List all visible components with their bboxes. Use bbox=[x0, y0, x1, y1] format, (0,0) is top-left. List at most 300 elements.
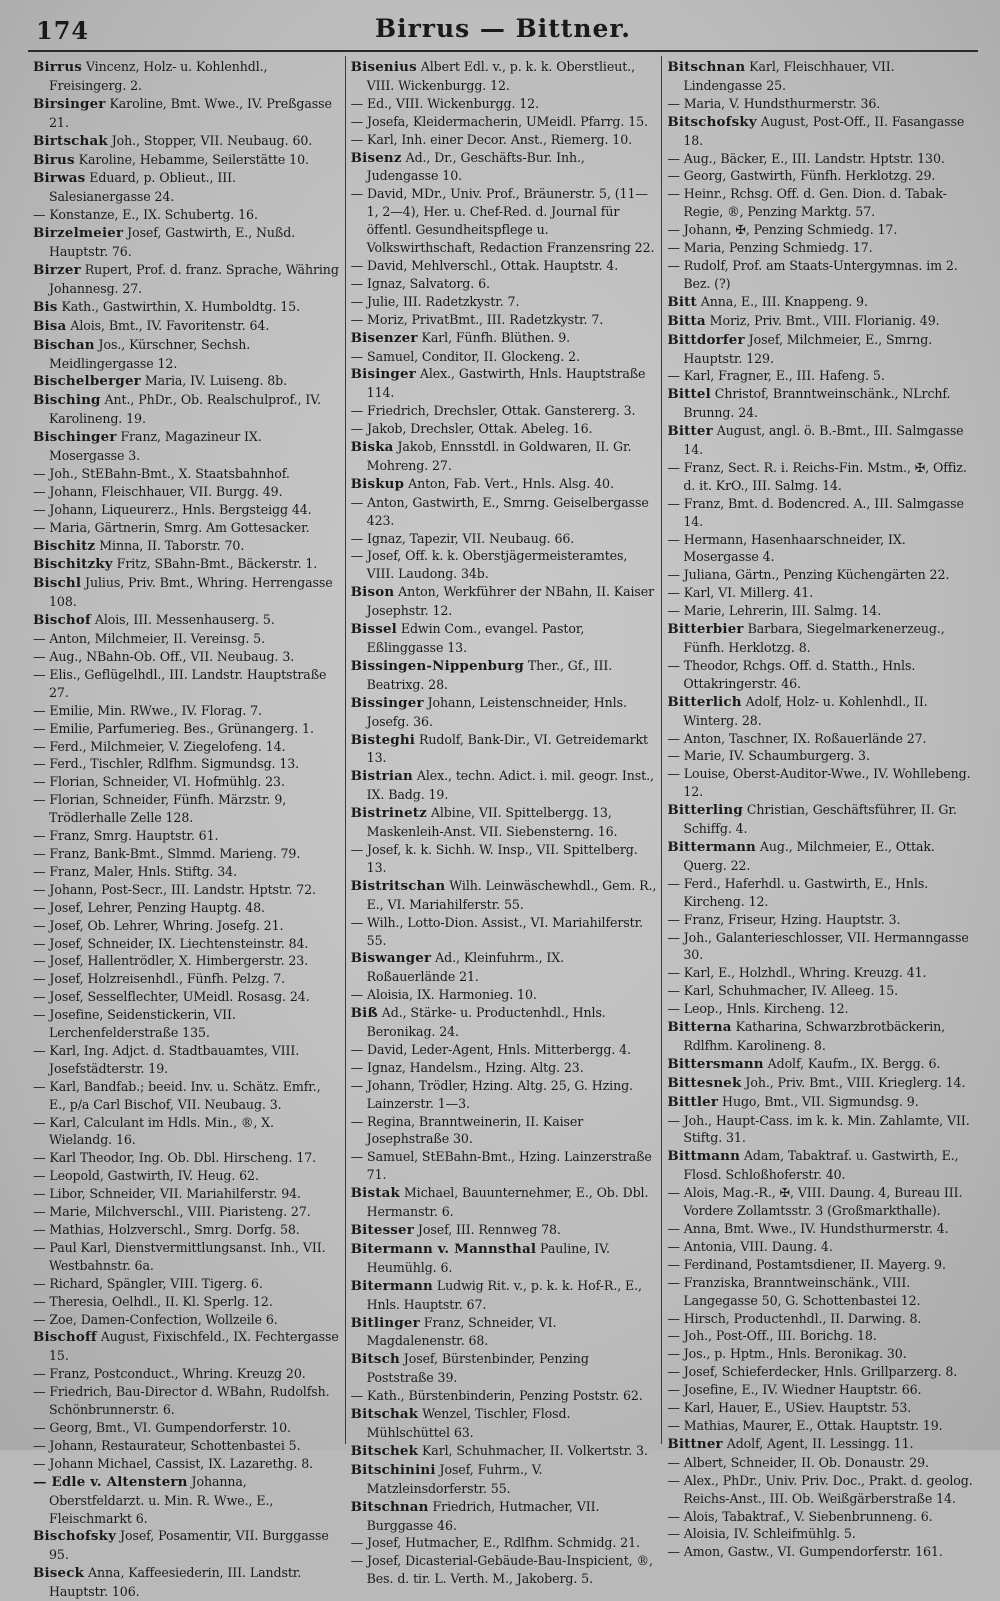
entry-details: Pauline, IV. Heumühlg. 6. bbox=[366, 1240, 610, 1275]
entry-surname: Bischofsky bbox=[33, 1528, 117, 1545]
entry-details: — David, Mehlverschl., Ottak. Hauptstr. 4. bbox=[350, 257, 619, 273]
entry-details: — Emilie, Min. RWwe., IV. Florag. 7. bbox=[33, 702, 262, 718]
entry-surname: Bissingen-Nippenburg bbox=[350, 657, 524, 674]
directory-entry bbox=[33, 1221, 340, 1239]
entry-details: — Karl, E., Holzhdl., Whring. Kreuzg. 41. bbox=[667, 965, 927, 981]
entry-details: Albert Edl. v., p. k. k. Oberstlieut., VIII. Wickenburgg. 12. bbox=[366, 59, 635, 93]
entry-details: — Alex., PhDr., Univ. Priv. Doc., Prakt. d. geolog. Reichs-Anst., III. Ob. Weißgärberstraße 14. bbox=[667, 1472, 973, 1506]
entry-surname: Bisinger bbox=[350, 366, 416, 383]
entry-details: — Aug., NBahn-Ob. Off., VII. Neubaug. 3. bbox=[33, 649, 295, 664]
entry-details: — Maria, V. Hundsthurmerstr. 36. bbox=[667, 95, 881, 111]
entry-details: — Ferd., Haferhdl. u. Gastwirth, E., Hnls. Kircheng. 12. bbox=[667, 875, 929, 909]
entry-surname: Bittesnek bbox=[667, 1074, 742, 1091]
entry-surname: Bischitz bbox=[33, 537, 96, 554]
entry-surname: Birzer bbox=[33, 261, 81, 278]
directory-entry bbox=[33, 261, 340, 298]
entry-details: Friedrich, Hutmacher, VII. Burggasse 46. bbox=[366, 1498, 600, 1533]
entry-details: — Johann, Trödler, Hzing. Altg. 25, G. Hzing. Lainzerstr. 1—3. bbox=[350, 1077, 633, 1111]
entry-details: — Hermann, Hasenhaarschneider, IX. Mosergasse 4. bbox=[667, 531, 906, 565]
entry-details: — Maria, Penzing Schmiedg. 17. bbox=[667, 240, 873, 256]
directory-entry bbox=[351, 438, 657, 475]
directory-entry bbox=[351, 1184, 657, 1221]
entry-surname: Bissinger bbox=[350, 694, 424, 711]
directory-entry bbox=[667, 293, 973, 312]
entry-surname: Bitt bbox=[667, 293, 697, 310]
directory-entry bbox=[351, 1498, 657, 1535]
entry-details: — Franz, Postconduct., Whring. Kreuzg 20. bbox=[33, 1366, 306, 1382]
entry-surname: Bitschnan bbox=[350, 1498, 429, 1515]
entry-surname: Bitterbier bbox=[667, 621, 744, 638]
entry-surname: Bisenzer bbox=[350, 329, 418, 346]
directory-entry bbox=[33, 899, 340, 917]
entry-details: Barbara, Siegelmarkenerzeug., Fünfh. Herklotzg. 8. bbox=[683, 621, 945, 655]
entry-surname: Bitterlich bbox=[667, 693, 742, 710]
directory-entry bbox=[33, 1006, 340, 1042]
directory-entry bbox=[667, 1525, 973, 1543]
directory-entry bbox=[33, 1328, 340, 1365]
entry-details: — Theresia, Oelhdl., II. Kl. Sperlg. 12. bbox=[33, 1293, 273, 1309]
directory-entry bbox=[351, 95, 657, 113]
directory-entry bbox=[667, 1327, 973, 1345]
directory-entry bbox=[351, 1442, 657, 1461]
entry-details: Josef, Fuhrm., V. Matzleinsdorferstr. 55. bbox=[366, 1461, 543, 1496]
entry-details: Albine, VII. Spittelbergg. 13, Maskenleih-Anst. VII. Siebensterng. 16. bbox=[366, 805, 618, 840]
entry-surname: Bischl bbox=[33, 575, 82, 592]
entry-details: — Josef, Schieferdecker, Hnls. Grillparzerg. 8. bbox=[667, 1364, 958, 1380]
directory-entry bbox=[33, 298, 340, 317]
entry-details: — Alois, Tabaktraf., V. Siebenbrunneng. 6. bbox=[667, 1508, 933, 1524]
directory-entry bbox=[667, 1543, 973, 1561]
entry-details: — Johann, Post-Secr., III. Landstr. Hptstr. 72. bbox=[33, 881, 316, 897]
directory-entry bbox=[351, 1534, 657, 1552]
entry-details: — Anton, Milchmeier, II. Vereinsg. 5. bbox=[33, 631, 266, 647]
entry-surname: Bittler bbox=[667, 1093, 719, 1110]
entry-details: — Aug., Bäcker, E., III. Landstr. Hptstr. 130. bbox=[667, 150, 945, 166]
directory-entry bbox=[33, 483, 340, 501]
entry-surname: Bitlinger bbox=[350, 1314, 420, 1331]
entry-details: — Joh., StEBahn-Bmt., X. Staatsbahnhof. bbox=[33, 465, 290, 481]
entry-details: — Juliana, Gärtn., Penzing Küchengärten 22. bbox=[667, 567, 950, 583]
entry-details: Edwin Com., evangel. Pastor, Eßlinggasse 13. bbox=[366, 621, 585, 655]
entry-details: — Joh., Haupt-Cass. im k. k. Min. Zahlamte, VII. Stiftg. 31. bbox=[667, 1112, 970, 1146]
entry-details: — Karl, Bandfab.; beeid. Inv. u. Schätz. Emfr., E., p/a Carl Bischof, VII. Neubaug. 3. bbox=[33, 1078, 321, 1112]
directory-entry bbox=[351, 804, 657, 841]
entry-surname: Bistrian bbox=[350, 768, 413, 785]
entry-details: — Franz, Maler, Hnls. Stiftg. 34. bbox=[33, 863, 237, 879]
entry-details: Adam, Tabaktraf. u. Gastwirth, E., Flosd. Schloßhoferstr. 40. bbox=[683, 1148, 959, 1183]
entry-details: Karl, Fleischhauer, VII. Lindengasse 25. bbox=[683, 59, 895, 93]
directory-entry bbox=[667, 239, 973, 257]
entry-surname: Birsinger bbox=[33, 95, 106, 112]
entry-details: — Franziska, Branntweinschänk., VIII. Langegasse 50, G. Schottenbastei 12. bbox=[667, 1274, 921, 1308]
entry-surname: Bischitzky bbox=[33, 556, 113, 573]
column-right bbox=[661, 56, 978, 1560]
directory-entry bbox=[667, 1184, 973, 1220]
directory-entry bbox=[667, 1345, 973, 1363]
entry-details: — Jos., p. Hptm., Hnls. Beronikag. 30. bbox=[667, 1346, 907, 1362]
entry-surname: Bitschofsky bbox=[667, 113, 757, 130]
entry-surname: Bisteghi bbox=[350, 731, 416, 748]
entry-surname: Bitermann v. Mannsthal bbox=[350, 1240, 537, 1257]
entry-surname: Birzelmeier bbox=[33, 225, 124, 242]
directory-entry bbox=[33, 773, 340, 791]
directory-entry bbox=[351, 113, 657, 131]
entry-surname: Bitterling bbox=[667, 802, 743, 819]
directory-entry bbox=[667, 838, 973, 875]
entry-details: — Josef, Lehrer, Penzing Hauptg. 48. bbox=[33, 899, 265, 915]
directory-entry bbox=[33, 1078, 340, 1114]
directory-entry bbox=[351, 877, 657, 914]
directory-entry bbox=[351, 149, 657, 186]
entry-details: Johann, Leistenschneider, Hnls. Josefg. 36. bbox=[366, 694, 627, 729]
directory-entry bbox=[667, 602, 973, 620]
entry-details: Ant., PhDr., Ob. Realschulprof., IV. Karolineng. 19. bbox=[49, 392, 321, 427]
column-middle bbox=[345, 56, 662, 1587]
directory-entry bbox=[667, 1363, 973, 1381]
entry-details: — Franz, Smrg. Hauptstr. 61. bbox=[33, 828, 219, 844]
entry-details: — Regina, Branntweinerin, II. Kaiser Josephstraße 30. bbox=[350, 1113, 584, 1147]
entry-details: — Ignaz, Tapezir, VII. Neubaug. 66. bbox=[350, 530, 575, 546]
directory-entry bbox=[33, 206, 340, 224]
directory-entry bbox=[33, 630, 340, 648]
directory-entry bbox=[667, 257, 973, 293]
directory-entry bbox=[667, 113, 973, 150]
entry-surname: Bissel bbox=[350, 621, 397, 638]
entry-details: Anton, Werkführer der NBahn, II. Kaiser Josephstr. 12. bbox=[366, 584, 655, 619]
entry-details: — Julie, III. Radetzkystr. 7. bbox=[350, 293, 520, 309]
entry-details: — Aloisia, IX. Harmonieg. 10. bbox=[350, 987, 537, 1003]
entry-details: Rudolf, Bank-Dir., VI. Getreidemarkt 13. bbox=[366, 731, 649, 766]
entry-details: — Ferd., Tischler, Rdlfhm. Sigmundsg. 13. bbox=[33, 756, 300, 772]
directory-entry bbox=[351, 1240, 657, 1277]
directory-entry bbox=[33, 720, 340, 738]
directory-entry bbox=[33, 132, 340, 151]
directory-entry bbox=[667, 58, 973, 95]
entry-details: Anna, Kaffeesiederin, III. Landstr. Hauptstr. 106. bbox=[49, 1565, 302, 1600]
entry-details: — Marie, Milchverschl., VIII. Piaristeng. 27. bbox=[33, 1204, 311, 1220]
entry-surname: Biß bbox=[350, 1005, 378, 1022]
entry-surname: Bisenius bbox=[350, 59, 417, 75]
entry-surname: Bitta bbox=[667, 312, 706, 329]
entry-details: Fritz, SBahn-Bmt., Bäckerstr. 1. bbox=[112, 556, 318, 572]
directory-entry bbox=[33, 519, 340, 537]
entry-details: — Karl, VI. Millerg. 41. bbox=[667, 585, 814, 601]
directory-entry bbox=[667, 875, 973, 911]
entry-surname: Bistritschan bbox=[350, 877, 446, 894]
entry-details: — Hirsch, Productenhdl., II. Darwing. 8. bbox=[667, 1310, 922, 1326]
directory-entry bbox=[33, 224, 340, 261]
entry-details: — Leopold, Gastwirth, IV. Heug. 62. bbox=[33, 1168, 259, 1184]
entry-surname: Bittmann bbox=[667, 1148, 741, 1165]
directory-entry bbox=[33, 702, 340, 720]
entry-surname: Bischof bbox=[33, 612, 91, 629]
directory-entry bbox=[33, 917, 340, 935]
directory-entry bbox=[33, 791, 340, 827]
page-number: 174 bbox=[36, 16, 90, 45]
directory-entry bbox=[667, 584, 973, 602]
entry-surname: Bitschnan bbox=[667, 59, 746, 75]
entry-surname: Bisa bbox=[33, 317, 67, 334]
entry-details: Katharina, Schwarzbrotbäckerin, Rdlfhm. Karolineng. 8. bbox=[683, 1019, 946, 1053]
entry-details: Johanna, Oberstfeldarzt. u. Min. R. Wwe., E., Fleischmarkt 6. bbox=[49, 1473, 274, 1526]
entry-details: — Marie, Lehrerin, III. Salmg. 14. bbox=[667, 603, 882, 619]
entry-details: — Georg, Gastwirth, Fünfh. Herklotzg. 29. bbox=[667, 168, 936, 184]
entry-surname: Bittdorfer bbox=[667, 331, 745, 348]
directory-entry bbox=[351, 841, 657, 877]
entry-details: Karl, Schuhmacher, II. Volkertstr. 3. bbox=[418, 1442, 648, 1458]
directory-entry bbox=[351, 348, 657, 366]
entry-surname: Birus bbox=[33, 151, 75, 168]
directory-entry bbox=[351, 420, 657, 438]
entry-details: Rupert, Prof. d. franz. Sprache, Währing Johannesg. 27. bbox=[49, 261, 339, 296]
entry-details: — Rudolf, Prof. am Staats-Untergymnas. im 2. Bez. (?) bbox=[667, 257, 958, 291]
entry-details: Christof, Branntweinschänk., NLrchf. Brunng. 24. bbox=[683, 386, 951, 421]
directory-entry bbox=[667, 495, 973, 531]
directory-entry bbox=[33, 881, 340, 899]
entry-details: — Samuel, Conditor, II. Glockeng. 2. bbox=[350, 348, 580, 364]
entry-surname: Bison bbox=[350, 584, 395, 601]
entry-details: Ad., Stärke- u. Productenhdl., Hnls. Beronikag. 24. bbox=[366, 1005, 606, 1040]
directory-entry bbox=[351, 767, 657, 804]
entry-details: — Johann, Liqueurerz., Hnls. Bergsteigg 44. bbox=[33, 501, 312, 517]
entry-details: — Anton, Taschner, IX. Roßauerlände 27. bbox=[667, 730, 927, 746]
entry-details: Maria, IV. Luiseng. 8b. bbox=[140, 373, 288, 389]
entry-details: — Paul Karl, Dienstvermittlungsanst. Inh., VII. Westbahnstr. 6a. bbox=[33, 1239, 326, 1273]
directory-entry bbox=[667, 1508, 973, 1526]
directory-entry bbox=[667, 1055, 973, 1074]
directory-entry bbox=[33, 1419, 340, 1437]
directory-entry bbox=[351, 1004, 657, 1041]
entry-details: — Johann Michael, Cassist, IX. Lazarethg. 8. bbox=[33, 1455, 314, 1471]
directory-entry bbox=[351, 620, 657, 657]
entry-details: — Karl, Inh. einer Decor. Anst., Riemerg. 10. bbox=[350, 131, 633, 147]
directory-entry bbox=[33, 372, 340, 391]
entry-details: — Maria, Gärtnerin, Smrg. Am Gottesacker. bbox=[33, 519, 310, 535]
entry-details: — Anna, Bmt. Wwe., IV. Hundsthurmerstr. 4. bbox=[667, 1221, 949, 1236]
entry-details: Joh., Priv. Bmt., VIII. Krieglerg. 14. bbox=[741, 1074, 966, 1090]
directory-entry bbox=[667, 1000, 973, 1018]
directory-entry bbox=[351, 1059, 657, 1077]
directory-entry bbox=[667, 1399, 973, 1417]
entry-details: — Friedrich, Bau-Director d. WBahn, Rudolfsh. Schönbrunnerstr. 6. bbox=[33, 1384, 330, 1418]
directory-entry bbox=[667, 331, 973, 368]
directory-entry bbox=[667, 765, 973, 801]
entry-details: — Josef, Hallentrödler, X. Himbergerstr. 23. bbox=[33, 953, 309, 969]
entry-details: Minna, II. Taborstr. 70. bbox=[95, 537, 245, 553]
directory-entry bbox=[667, 801, 973, 838]
directory-entry bbox=[33, 391, 340, 428]
directory-entry bbox=[667, 566, 973, 584]
directory-entry bbox=[667, 1472, 973, 1508]
entry-details: — Albert, Schneider, II. Ob. Donaustr. 29. bbox=[667, 1454, 929, 1470]
entry-details: Ther., Gf., III. Beatrixg. 28. bbox=[366, 657, 613, 692]
entry-details: — Alois, Mag.-R., ✠, VIII. Daung. 4, Bureau III. Vordere Zollamtsstr. 3 (Großmarkthalle). bbox=[667, 1185, 963, 1219]
entry-details: — Franz, Friseur, Hzing. Hauptstr. 3. bbox=[667, 911, 901, 927]
entry-details: Franz, Schneider, VI. Magdalenenstr. 68. bbox=[366, 1314, 557, 1349]
directory-entry bbox=[351, 1113, 657, 1149]
entry-details: — Ferdinand, Postamtsdiener, II. Mayerg. 9. bbox=[667, 1256, 946, 1272]
directory-entry bbox=[33, 988, 340, 1006]
entry-details: Ludwig Rit. v., p. k. k. Hof-R., E., Hnls. Hauptstr. 67. bbox=[366, 1277, 642, 1312]
directory-entry bbox=[351, 185, 657, 257]
entry-details: Christian, Geschäftsführer, II. Gr. Schiffg. 4. bbox=[683, 802, 957, 837]
directory-entry bbox=[33, 428, 340, 465]
entry-details: — Karl, Calculant im Hdls. Min., ®, X. Wielandg. 16. bbox=[33, 1114, 274, 1148]
entry-details: Ad., Kleinfuhrm., IX. Roßauerlände 21. bbox=[366, 950, 565, 985]
directory-entry bbox=[33, 336, 340, 373]
directory-entry bbox=[351, 365, 657, 402]
directory-entry bbox=[667, 167, 973, 185]
directory-entry bbox=[33, 827, 340, 845]
directory-entry bbox=[351, 731, 657, 768]
directory-entry bbox=[351, 657, 657, 694]
entry-surname: Bischan bbox=[33, 336, 95, 353]
entry-details: — David, MDr., Univ. Prof., Bräunerstr. 5, (11—1, 2—4), Her. u. Chef-Red. d. Journal für öffentl. Gesundheitspflege u. Volkswirthschaft, Redaction Franzensring 22. bbox=[350, 186, 655, 256]
directory-entry bbox=[33, 537, 340, 556]
directory-entry bbox=[33, 501, 340, 519]
entry-details: Josef, III. Rennweg 78. bbox=[414, 1222, 561, 1237]
entry-details: — Jakob, Drechsler, Ottak. Abeleg. 16. bbox=[350, 421, 593, 437]
entry-details: — Josef, Ob. Lehrer, Whring. Josefg. 21. bbox=[33, 917, 284, 933]
directory-entry bbox=[667, 367, 973, 385]
entry-details: Alex., techn. Adict. i. mil. geogr. Inst., IX. Badg. 19. bbox=[366, 768, 654, 803]
entry-details: Michael, Bauunternehmer, E., Ob. Dbl. Hermanstr. 6. bbox=[366, 1185, 649, 1220]
entry-surname: Bitterna bbox=[667, 1019, 732, 1036]
entry-details: Vincenz, Holz- u. Kohlenhdl., Freisingerg. 2. bbox=[49, 59, 268, 93]
entry-surname: Bischoff bbox=[33, 1329, 97, 1346]
directory-entry bbox=[667, 221, 973, 239]
entry-surname: Bischinger bbox=[33, 429, 117, 446]
entry-details: — Kath., Bürstenbinderin, Penzing Poststr. 62. bbox=[350, 1388, 643, 1404]
directory-entry bbox=[667, 1435, 973, 1454]
directory-entry bbox=[33, 1293, 340, 1311]
entry-details: August, angl. ö. B.-Bmt., III. Salmgasse 14. bbox=[683, 423, 964, 458]
directory-entry bbox=[33, 95, 340, 132]
entry-details: — Friedrich, Drechsler, Ottak. Ganstererg. 3. bbox=[350, 403, 636, 419]
entry-details: — Ed., VIII. Wickenburgg. 12. bbox=[350, 95, 539, 111]
directory-entry bbox=[33, 666, 340, 702]
directory-entry bbox=[667, 1074, 973, 1093]
entry-surname: Bistak bbox=[350, 1185, 400, 1202]
entry-surname: Biswanger bbox=[350, 950, 432, 967]
entry-details: — Libor, Schneider, VII. Mariahilferstr. 94. bbox=[33, 1186, 301, 1202]
directory-entry bbox=[351, 257, 657, 275]
entry-details: — Johann, ✠, Penzing Schmiedg. 17. bbox=[667, 222, 898, 238]
directory-entry bbox=[33, 1437, 340, 1455]
entry-details: — Josef, Off. k. k. Oberstjägermeisteramtes, VIII. Laudong. 34b. bbox=[350, 548, 628, 582]
directory-entry bbox=[33, 1473, 340, 1528]
entry-surname: Bittersmann bbox=[667, 1055, 764, 1072]
entry-details: Hugo, Bmt., VII. Sigmundsg. 9. bbox=[718, 1093, 919, 1109]
column-left bbox=[28, 56, 345, 1600]
directory-entry bbox=[33, 611, 340, 630]
entry-details: — Josef, Sesselflechter, UMeidl. Rosasg. 24. bbox=[33, 989, 310, 1005]
entry-details: — Franz, Sect. R. i. Reichs-Fin. Mstm., ✠, Offiz. d. it. KrO., III. Salmg. 14. bbox=[667, 459, 967, 493]
entry-details: — Ignaz, Salvatorg. 6. bbox=[350, 275, 490, 291]
entry-details: — Josefine, Seidenstickerin, VII. Lerchenfelderstraße 135. bbox=[33, 1007, 236, 1041]
entry-details: — Josef, k. k. Sichh. W. Insp., VII. Spittelberg. 13. bbox=[350, 841, 638, 875]
directory-entry bbox=[33, 317, 340, 336]
directory-entry bbox=[351, 494, 657, 530]
directory-entry bbox=[667, 459, 973, 495]
directory-entry bbox=[351, 949, 657, 986]
page-header bbox=[28, 14, 978, 52]
directory-entry bbox=[33, 574, 340, 611]
entry-details: — Josef, Schneider, IX. Liechtensteinstr. 84. bbox=[33, 935, 309, 951]
directory-entry bbox=[33, 1203, 340, 1221]
directory-entry bbox=[33, 863, 340, 881]
entry-surname: Bischelberger bbox=[33, 373, 141, 390]
entry-details: — Josef, Dicasterial-Gebäude-Bau-Inspicient, ®, Bes. d. tir. L. Verth. M., Jakoberg. 5. bbox=[350, 1553, 653, 1587]
entry-surname: Bitermann bbox=[350, 1277, 433, 1294]
directory-entry bbox=[33, 755, 340, 773]
entry-details: — Mathias, Maurer, E., Ottak. Hauptstr. 19. bbox=[667, 1417, 943, 1433]
entry-details: — Wilh., Lotto-Dion. Assist., VI. Mariahilferstr. 55. bbox=[350, 914, 644, 948]
entry-details: — Franz, Bmt. d. Bodencred. A., III. Salmgasse 14. bbox=[667, 495, 964, 529]
entry-details: — Josef, Holzreisenhdl., Fünfh. Pelzg. 7. bbox=[33, 971, 286, 987]
entry-details: Joh., Stopper, VII. Neubaug. 60. bbox=[107, 132, 313, 148]
entry-details: Josef, Bürstenbinder, Penzing Poststraße 39. bbox=[366, 1351, 589, 1386]
entry-surname: Bittner bbox=[667, 1435, 723, 1452]
directory-entry bbox=[33, 845, 340, 863]
directory-entry bbox=[351, 1405, 657, 1442]
entry-details: Josef, Posamentir, VII. Burggasse 95. bbox=[49, 1528, 329, 1563]
entry-surname: Biskup bbox=[350, 475, 405, 492]
directory-entry bbox=[667, 1112, 973, 1148]
entry-surname: Birtschak bbox=[33, 132, 108, 149]
entry-details: — Karl Theodor, Ing. Ob. Dbl. Hirscheng. 17. bbox=[33, 1150, 317, 1166]
directory-entry bbox=[351, 694, 657, 731]
entry-details: — Karl, Hauer, E., USiev. Hauptstr. 53. bbox=[667, 1400, 912, 1416]
directory-entry bbox=[33, 1114, 340, 1150]
entry-details: — Florian, Schneider, Fünfh. Märzstr. 9, Trödlerhalle Zelle 128. bbox=[33, 792, 287, 826]
entry-details: Adolf, Agent, II. Lessingg. 11. bbox=[722, 1435, 914, 1451]
entry-details: Adolf, Holz- u. Kohlenhdl., II. Winterg. 28. bbox=[683, 693, 928, 728]
entry-details: — Franz, Bank-Bmt., Slmmd. Marieng. 79. bbox=[33, 845, 301, 861]
directory-entry bbox=[667, 95, 973, 113]
entry-surname: Bitschak bbox=[350, 1406, 419, 1423]
directory-entry bbox=[33, 970, 340, 988]
directory-entry bbox=[351, 1221, 657, 1240]
entry-details: — Florian, Schneider, VI. Hofmühlg. 23. bbox=[33, 774, 285, 790]
entry-details: — Konstanze, E., IX. Schubertg. 16. bbox=[33, 207, 258, 223]
directory-entry bbox=[33, 151, 340, 170]
directory-entry bbox=[33, 935, 340, 953]
directory-entry bbox=[33, 648, 340, 666]
entry-details: Anton, Fab. Vert., Hnls. Alsg. 40. bbox=[404, 475, 614, 491]
directory-entry bbox=[667, 1018, 973, 1055]
entry-details: Josef, Gastwirth, E., Nußd. Hauptstr. 76. bbox=[49, 225, 296, 260]
entry-surname: Bittermann bbox=[667, 838, 756, 855]
directory-entry bbox=[667, 312, 973, 331]
directory-entry bbox=[667, 185, 973, 221]
entry-details: — Josefa, Kleidermacherin, UMeidl. Pfarrg. 15. bbox=[350, 113, 648, 129]
entry-details: Karoline, Bmt. Wwe., IV. Preßgasse 21. bbox=[49, 95, 332, 130]
entry-details: Moriz, Priv. Bmt., VIII. Florianig. 49. bbox=[705, 312, 940, 328]
entry-details: Karoline, Hebamme, Seilerstätte 10. bbox=[74, 151, 309, 167]
directory-entry bbox=[33, 1042, 340, 1078]
entry-details: Franz, Magazineur IX. Mosergasse 3. bbox=[49, 429, 262, 464]
directory-entry bbox=[33, 1275, 340, 1293]
entry-details: — Amon, Gastw., VI. Gumpendorferstr. 161. bbox=[667, 1544, 943, 1560]
directory-entry bbox=[33, 952, 340, 970]
entry-details: Ad., Dr., Geschäfts-Bur. Inh., Judengasse 10. bbox=[366, 149, 585, 184]
directory-entry bbox=[351, 914, 657, 950]
directory-entry bbox=[351, 583, 657, 620]
directory-entry bbox=[667, 1417, 973, 1435]
entry-surname: Bitschek bbox=[350, 1442, 419, 1459]
entry-surname: — Edle v. Altenstern bbox=[33, 1473, 188, 1490]
